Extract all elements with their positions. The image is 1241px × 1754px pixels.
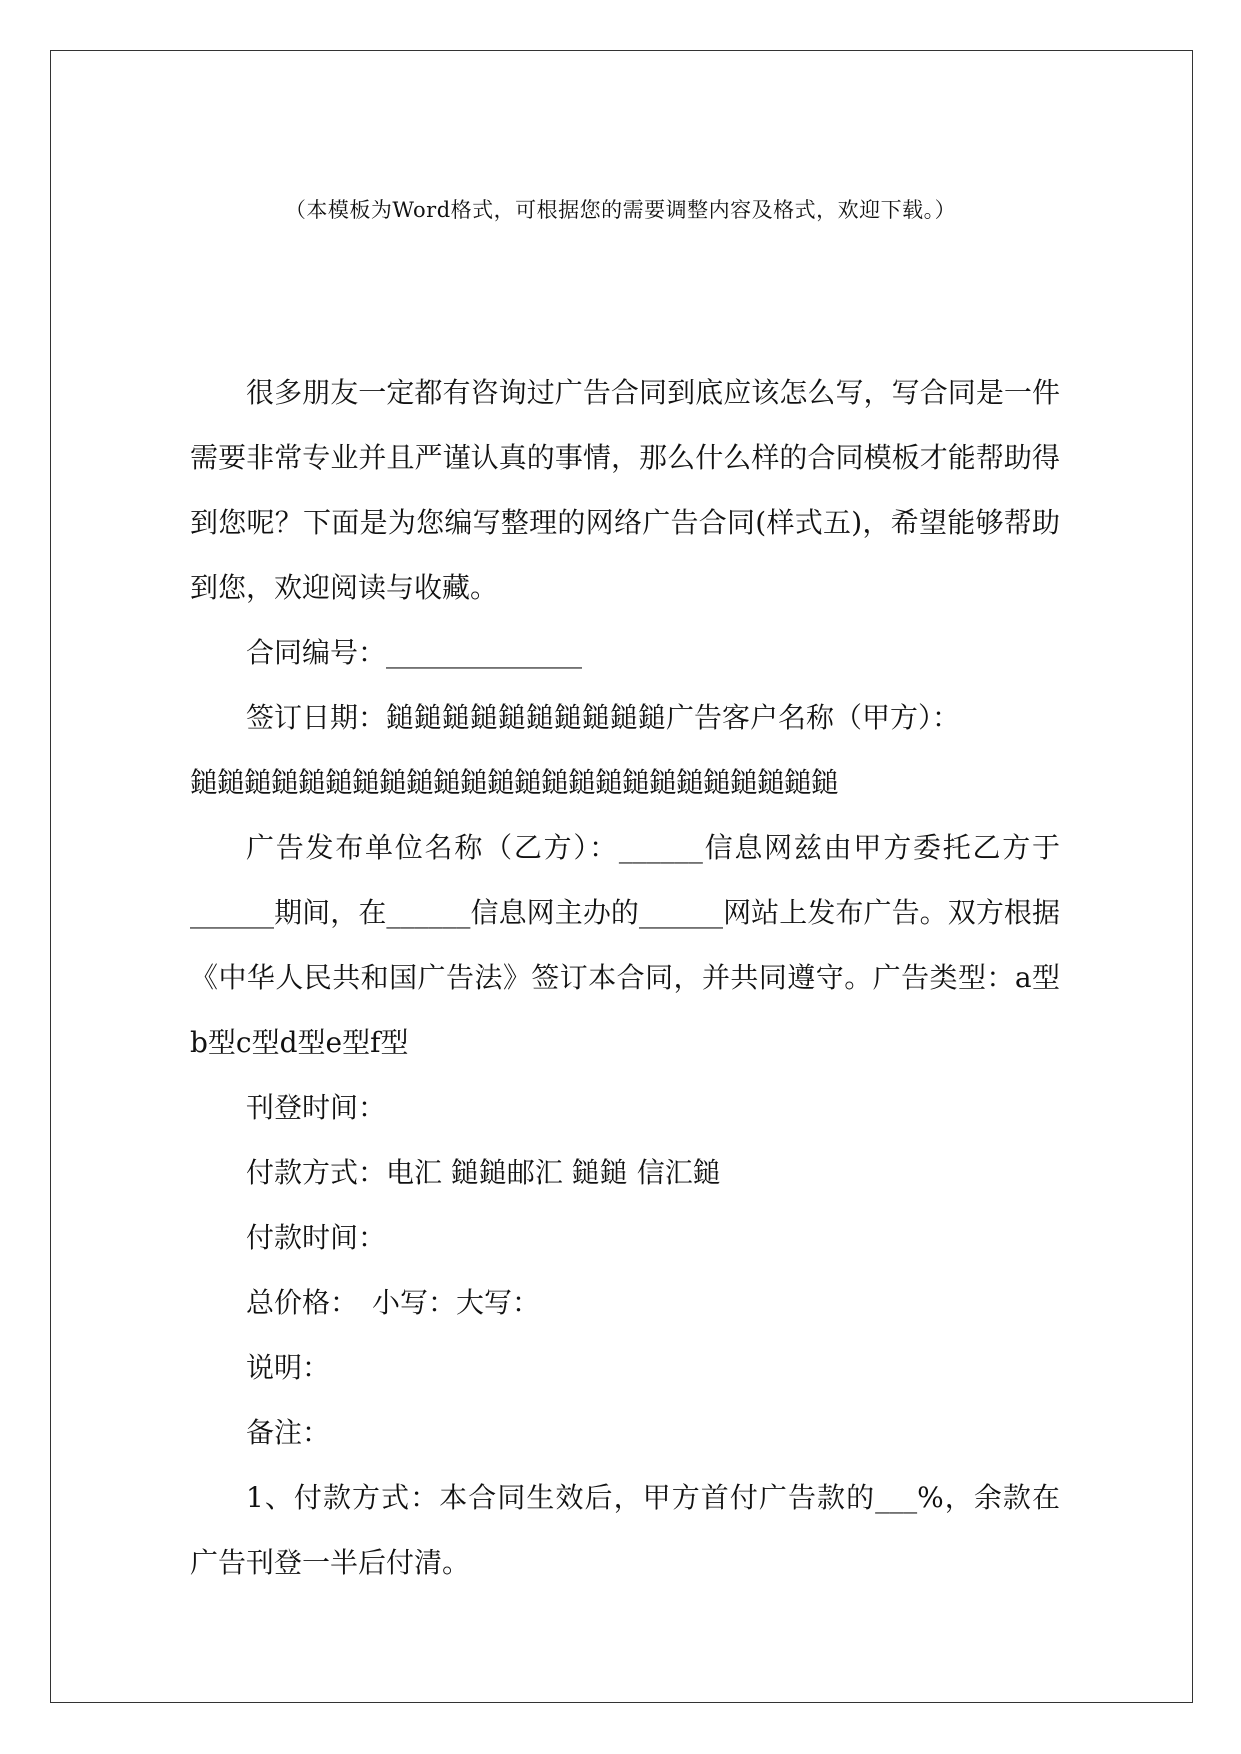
signing-date-line: 签订日期：鎚鎚鎚鎚鎚鎚鎚鎚鎚鎚广告客户名称（甲方）： <box>246 701 961 734</box>
payment-clause-paragraph: 1、付款方式：本合同生效后，甲方首付广告款的___%，余款在广告刊登一半后付清。 <box>190 1481 1060 1579</box>
payment-time-line: 付款时间： <box>246 1221 387 1254</box>
client-name-line: 鎚鎚鎚鎚鎚鎚鎚鎚鎚鎚鎚鎚鎚鎚鎚鎚鎚鎚鎚鎚鎚鎚鎚鎚 <box>190 766 839 799</box>
payment-method-line: 付款方式：电汇 鎚鎚邮汇 鎚鎚 信汇鎚 <box>246 1156 721 1189</box>
remarks-line: 备注： <box>246 1416 331 1449</box>
template-note: （本模板为Word格式，可根据您的需要调整内容及格式，欢迎下载。） <box>284 198 957 222</box>
publisher-paragraph: 广告发布单位名称（乙方）：______信息网兹由甲方委托乙方于______期间，在______信息网主办的______网站上发布广告。双方根据《中华人民共和国广告法》签订本合同，并共同遵守。广告类型：a型b型c型d型e型f型 <box>190 831 1060 1059</box>
document-body <box>190 360 1060 1595</box>
description-line: 说明： <box>246 1351 331 1384</box>
publish-time-line: 刊登时间： <box>246 1091 387 1124</box>
total-price-line: 总价格： 小写：大写： <box>246 1286 541 1319</box>
intro-paragraph: 很多朋友一定都有咨询过广告合同到底应该怎么写，写合同是一件需要非常专业并且严谨认真的事情，那么什么样的合同模板才能帮助得到您呢？下面是为您编写整理的网络广告合同(样式五)，希望能够帮助到您，欢迎阅读与收藏。 <box>190 376 1060 604</box>
contract-number-line: 合同编号：______________ <box>246 636 583 669</box>
